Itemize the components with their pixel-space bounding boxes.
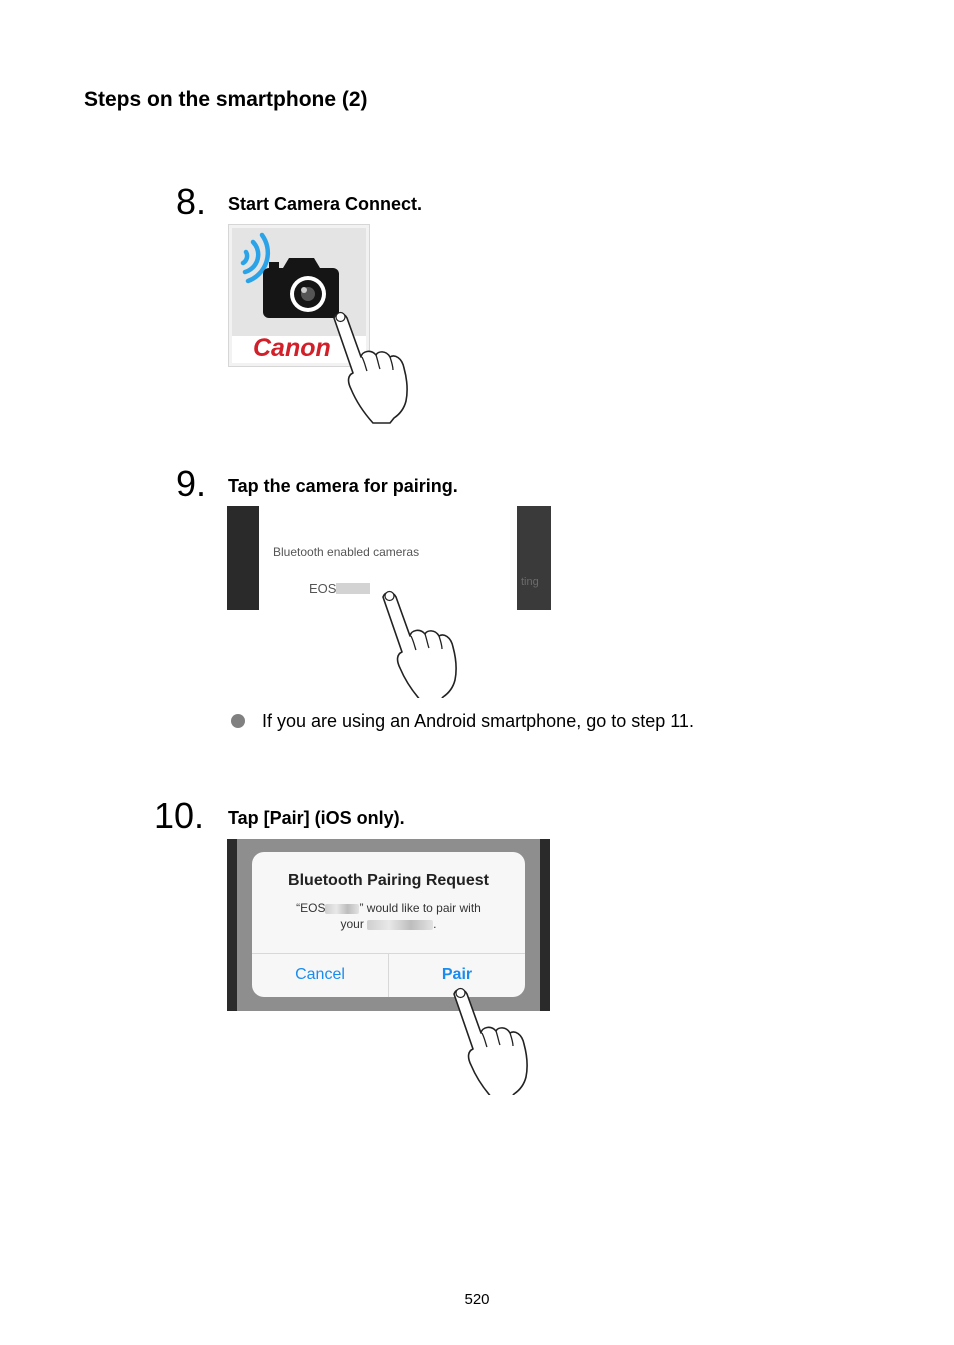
page-number: 520 [464,1291,490,1308]
cancel-button[interactable]: Cancel [295,966,345,983]
canon-logo: Canon [253,334,331,362]
dialog-title: Bluetooth Pairing Request [288,872,489,889]
step-text-9: Tap the camera for pairing. [228,476,458,496]
pair-button[interactable]: Pair [441,966,473,983]
step-number-10: 10. [154,795,205,836]
pairing-dialog-screenshot [227,839,551,1095]
step-number-9: 9. [176,463,207,504]
list-heading: Bluetooth enabled cameras [273,545,420,559]
bullet-icon [231,714,245,728]
step-text-8: Start Camera Connect. [228,194,423,214]
app-icon-illustration [228,224,428,424]
blurred-camera-name [336,583,370,594]
svg-text:ting: ting [521,576,539,588]
step-text-10: Tap [Pair] (iOS only). [228,808,405,828]
camera-list-screenshot [227,506,551,698]
android-note: If you are using an Android smartphone, go to step 11. [262,711,694,731]
dialog-message-line2: your . [340,917,437,931]
section-title: Steps on the smartphone (2) [84,88,368,111]
camera-list-item: EOS [309,581,337,596]
dialog-message-line1: “EOS ” would like to pair with [296,901,481,915]
step-number-8: 8. [176,181,207,222]
